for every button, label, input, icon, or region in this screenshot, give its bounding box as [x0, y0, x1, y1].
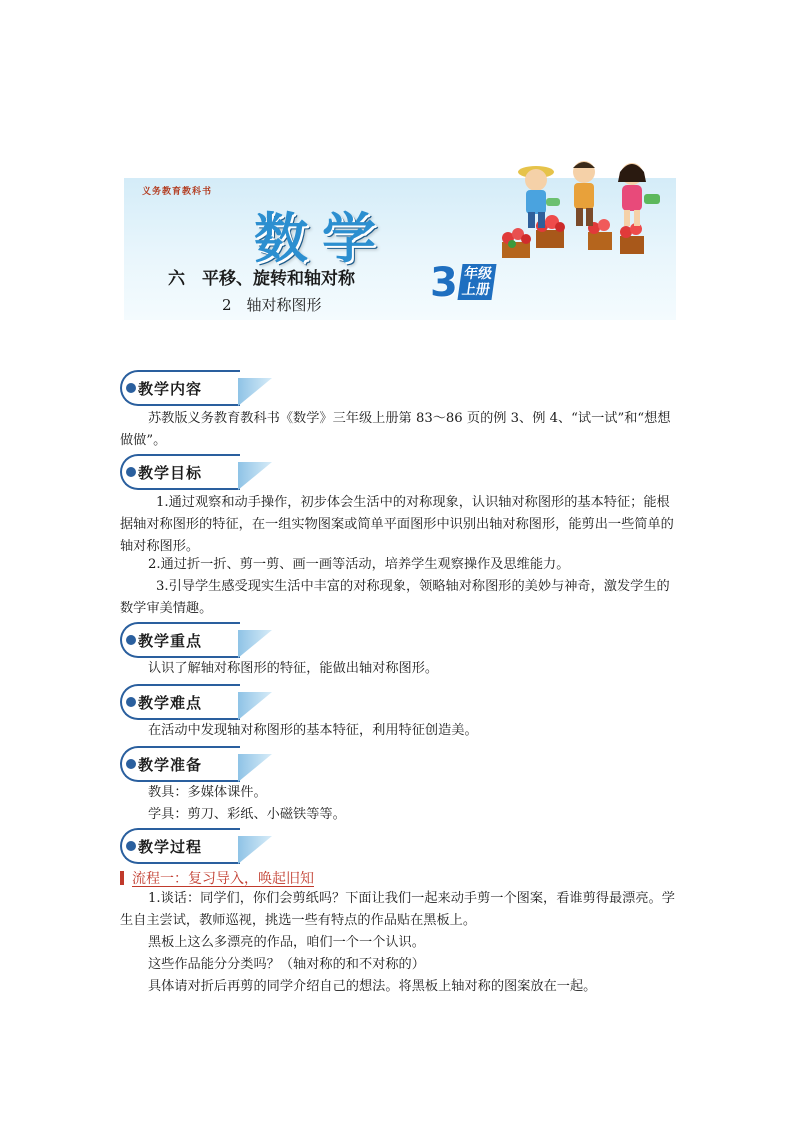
section-header-content — [120, 370, 272, 410]
section-header-difficulty — [120, 684, 272, 724]
bullet-dot-icon — [126, 759, 136, 769]
process-paragraph-4: 具体请对折后再剪的同学介绍自己的想法。将黑板上轴对称的图案放在一起。 — [148, 979, 597, 994]
prep-student-tools: 学具：剪刀、彩纸、小磁铁等等。 — [148, 807, 346, 822]
textbook-tag: 义务教育教科书 — [142, 187, 213, 197]
bullet-dot-icon — [126, 697, 136, 707]
section-title: 2 轴对称图形 — [222, 296, 322, 314]
flow-title-text: 流程一：复习导入，唤起旧知 — [132, 871, 314, 887]
grade-number: 3 — [430, 260, 458, 306]
red-bar-icon — [120, 871, 124, 885]
flow-step-title — [120, 868, 314, 888]
difficulty-paragraph: 在活动中发现轴对称图形的基本特征，利用特征创造美。 — [148, 723, 478, 738]
grade-label-top: 年级 — [463, 266, 494, 282]
child-icon — [573, 161, 595, 226]
goal-paragraph-2: 2.通过折一折、剪一剪、画一画等活动，培养学生观察操作及思维能力。 — [148, 557, 570, 572]
flower-pot-icon — [620, 223, 644, 254]
bullet-dot-icon — [126, 635, 136, 645]
section-header-process — [120, 828, 272, 868]
process-paragraph-3: 这些作品能分分类吗？（轴对称的和不对称的） — [148, 957, 425, 972]
bullet-dot-icon — [126, 841, 136, 851]
section-label: 教学重点 — [138, 632, 203, 650]
girl-with-watering-can-icon — [618, 163, 660, 226]
chapter-title: 六 平移、旋转和轴对称 — [168, 269, 355, 289]
section-header-prep — [120, 746, 272, 786]
goal-paragraph-3: 3.引导学生感受现实生活中丰富的对称现象，领略轴对称图形的美妙与神奇，激发学生的数学审美情趣。 — [120, 579, 670, 616]
section-label: 教学准备 — [138, 756, 203, 774]
flower-pot-icon — [502, 228, 531, 258]
key-paragraph: 认识了解轴对称图形的特征，能做出轴对称图形。 — [148, 661, 439, 676]
bullet-dot-icon — [126, 467, 136, 477]
banner-title: 数学 — [254, 207, 390, 270]
grade-label-bottom: 上册 — [460, 282, 491, 298]
prep-teacher-tools: 教具：多媒体课件。 — [148, 785, 267, 800]
section-label: 教学目标 — [138, 464, 203, 482]
goal-paragraph-1: 1.通过观察和动手操作，初步体会生活中的对称现象，认识轴对称图形的基本特征；能根据轴对称图形的特征，在一组实物图案或简单平面图形中识别出轴对称图形，能剪出一些简单的轴对称图形。 — [120, 495, 674, 554]
section-header-key — [120, 622, 272, 662]
process-paragraph-2: 黑板上这么多漂亮的作品，咱们一个一个认识。 — [148, 935, 425, 950]
grade-label — [457, 264, 496, 300]
process-paragraph-1: 1.谈话：同学们，你们会剪纸吗？下面让我们一起来动手剪一个图案，看谁剪得最漂亮。学生自主尝试，教师巡视，挑选一些有特点的作品贴在黑板上。 — [120, 891, 675, 928]
section-label: 教学内容 — [138, 380, 203, 398]
section-label: 教学难点 — [138, 694, 203, 712]
section-header-goals — [120, 454, 272, 494]
content-paragraph: 苏教版义务教育教科书《数学》三年级上册第 83～86 页的例 3、例 4、“试一试”和“想想做做”。 — [120, 411, 671, 448]
grade-badge — [430, 260, 496, 306]
bullet-dot-icon — [126, 383, 136, 393]
children-flowers-illustration — [492, 150, 672, 260]
section-label: 教学过程 — [138, 838, 203, 856]
